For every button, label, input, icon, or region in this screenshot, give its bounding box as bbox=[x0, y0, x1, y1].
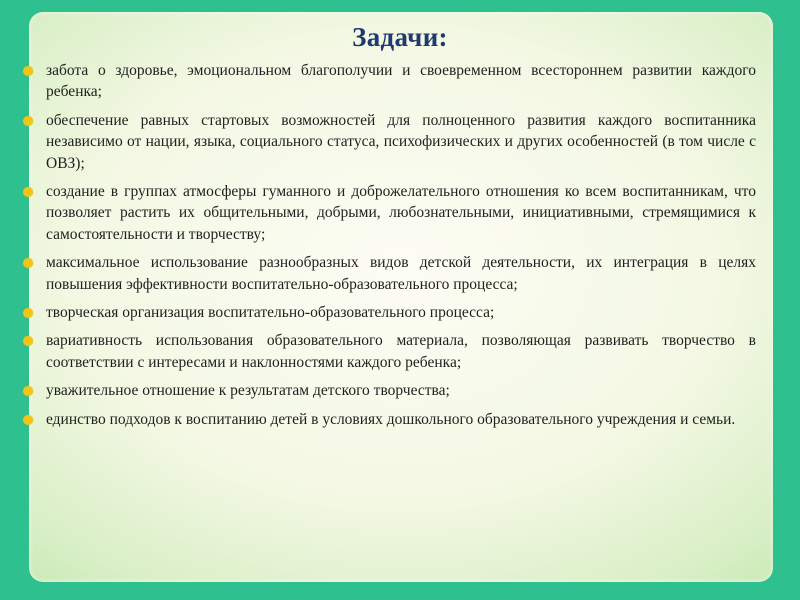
list-item-text: уважительное отношение к результатам детского творчества; bbox=[46, 382, 450, 400]
list-item bbox=[46, 302, 756, 323]
list-item-text: забота о здоровье, эмоциональном благополучии и своевременном всестороннем развитии каждого ребенка; bbox=[46, 62, 756, 101]
list-item-text: обеспечение равных стартовых возможностей для полноценного развития каждого воспитанника независимо от нации, языка, социального статуса, психофизических и других особенностей (в том числе с ОВЗ); bbox=[46, 111, 756, 172]
list-item-text: создание в группах атмосферы гуманного и доброжелательного отношения ко всем воспитанникам, что позволяет растить их общительными, добрыми, любознательными, инициативными, стремящимися к самостоятельности и творчеству; bbox=[46, 183, 756, 243]
list-item bbox=[46, 380, 756, 401]
list-item bbox=[46, 330, 756, 373]
list-item bbox=[46, 181, 756, 245]
list-item bbox=[46, 252, 756, 295]
bullet-icon bbox=[23, 66, 33, 76]
list-item-text: единство подходов к воспитанию детей в условиях дошкольного образовательного учреждения и семьи. bbox=[46, 410, 736, 428]
list-item-text: вариативность использования образовательного материала, позволяющая развивать творчество в соответствии с интересами и наклонностями каждого ребенка; bbox=[46, 332, 756, 371]
bullet-icon bbox=[23, 187, 33, 197]
list-item bbox=[46, 60, 756, 103]
list-item-text: максимальное использование разнообразных видов детской деятельности, их интеграция в целях повышения эффективности воспитательно-образовательного процесса; bbox=[46, 254, 756, 293]
bullet-icon bbox=[23, 415, 33, 425]
bullet-icon bbox=[23, 116, 33, 126]
task-list bbox=[46, 60, 756, 437]
list-item-text: творческая организация воспитательно-образовательного процесса; bbox=[46, 304, 495, 322]
slide-title: Задачи: bbox=[352, 22, 448, 52]
list-item bbox=[46, 409, 756, 430]
list-item bbox=[46, 110, 756, 174]
bullet-icon bbox=[23, 308, 33, 318]
